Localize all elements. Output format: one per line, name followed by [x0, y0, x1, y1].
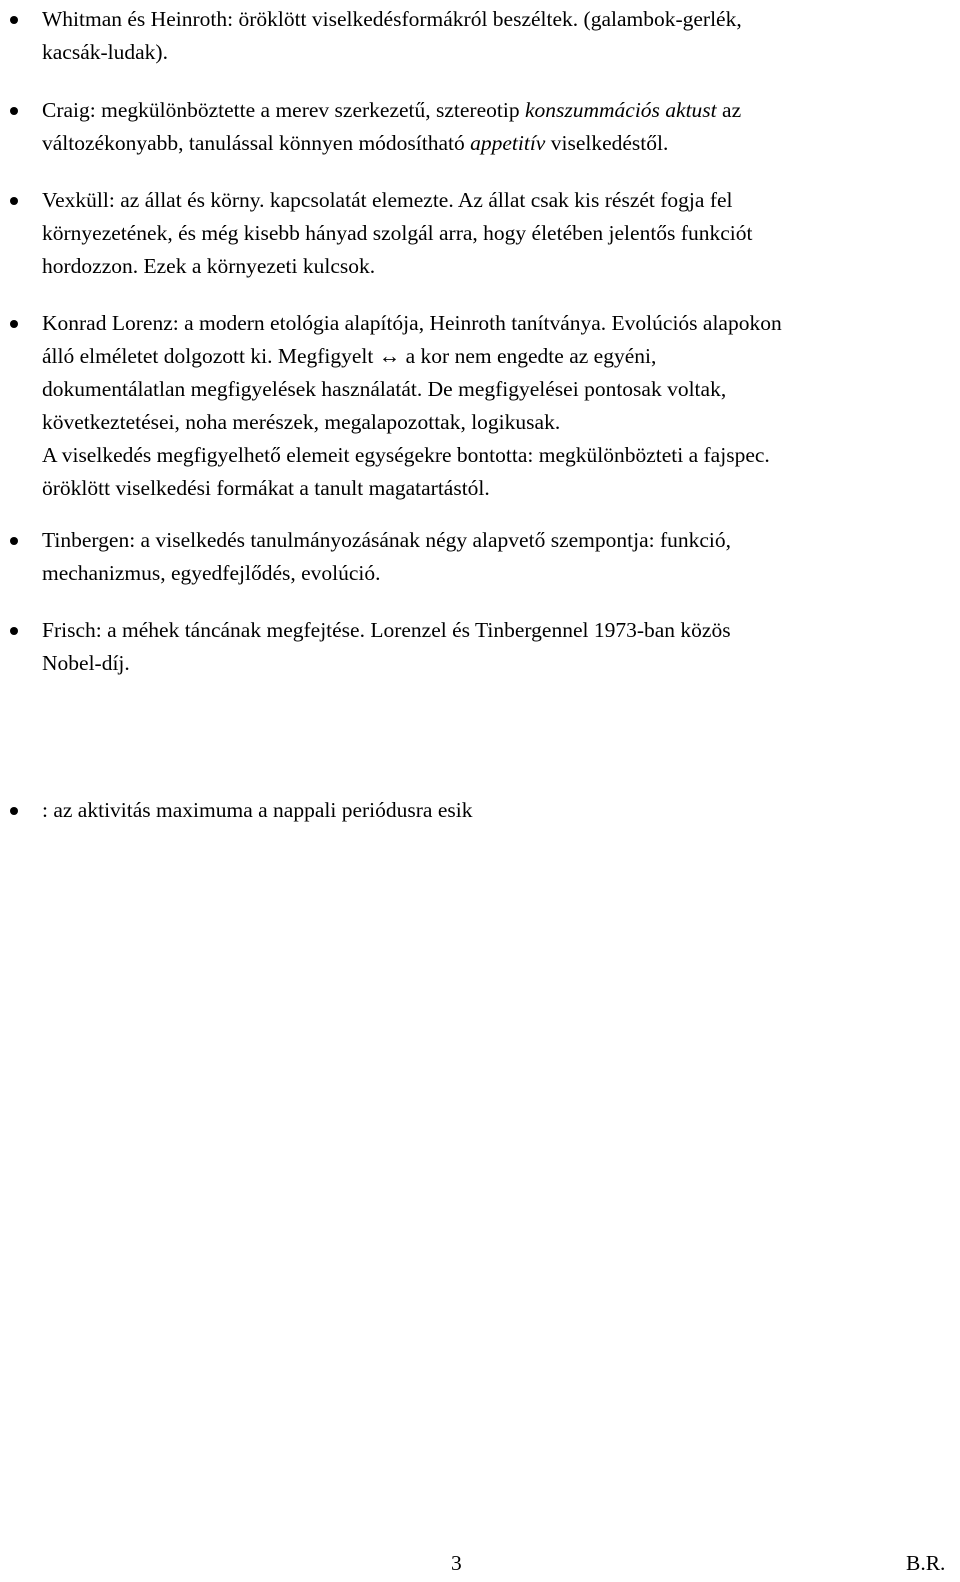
- text-line: hordozzon. Ezek a környezeti kulcsok.: [42, 254, 376, 278]
- text-line: változékonyabb, tanulással könnyen módosítható appetitív viselkedéstől.: [42, 131, 669, 155]
- text-line: Nobel-díj.: [42, 651, 130, 675]
- bullet-item-tinbergen: [42, 524, 947, 590]
- text-line: öröklött viselkedési formákat a tanult magatartástól.: [42, 476, 490, 500]
- bullet-item-activity: [42, 794, 947, 827]
- page-number: 3: [451, 1551, 462, 1575]
- italic-term: appetitív: [470, 131, 546, 155]
- text-line: : az aktivitás maximuma a nappali periódusra esik: [42, 798, 473, 822]
- text-line: kacsák-ludak).: [42, 40, 168, 64]
- bullet-icon: [10, 16, 18, 24]
- bullet-item-vexkull: [42, 184, 947, 283]
- text-line: Vexküll: az állat és körny. kapcsolatát elemezte. Az állat csak kis részét fogja fel: [42, 188, 733, 212]
- italic-term: konszummációs aktust: [524, 98, 717, 122]
- bullet-item-frisch: [42, 614, 947, 680]
- text-line: környezetének, és még kisebb hányad szolgál arra, hogy életében jelentős funkciót: [42, 221, 753, 245]
- bullet-icon: [10, 537, 18, 545]
- bullet-item-whitman: [42, 3, 947, 69]
- text-line: Tinbergen: a viselkedés tanulmányozásának négy alapvető szempontja: funkció,: [42, 528, 732, 552]
- bullet-icon: [10, 107, 18, 115]
- author-initials: B.R.: [906, 1551, 946, 1575]
- bullet-icon: [10, 807, 18, 815]
- text-line: A viselkedés megfigyelhető elemeit egységekre bontotta: megkülönbözteti a fajspec.: [42, 443, 770, 467]
- bullet-item-lorenz: [42, 307, 947, 505]
- bullet-item-craig: [42, 94, 947, 160]
- text-line: Konrad Lorenz: a modern etológia alapítója, Heinroth tanítványa. Evolúciós alapokon: [42, 311, 782, 335]
- bullet-icon: [10, 320, 18, 328]
- text-line: következtetései, noha merészek, megalapozottak, logikusak.: [42, 410, 561, 434]
- text-line: Craig: megkülönböztette a merev szerkezetű, sztereotip konszummációs aktust az: [42, 98, 742, 122]
- text-line: Whitman és Heinroth: öröklött viselkedésformákról beszéltek. (galambok-gerlék,: [42, 7, 742, 31]
- bullet-icon: [10, 627, 18, 635]
- text-line: Frisch: a méhek táncának megfejtése. Lorenzel és Tinbergennel 1973-ban közös: [42, 618, 731, 642]
- text-line: álló elméletet dolgozott ki. Megfigyelt ↔ a kor nem engedte az egyéni,: [42, 344, 657, 368]
- text-line: dokumentálatlan megfigyelések használatát. De megfigyelései pontosak voltak,: [42, 377, 727, 401]
- bullet-icon: [10, 197, 18, 205]
- text-line: mechanizmus, egyedfejlődés, evolúció.: [42, 561, 381, 585]
